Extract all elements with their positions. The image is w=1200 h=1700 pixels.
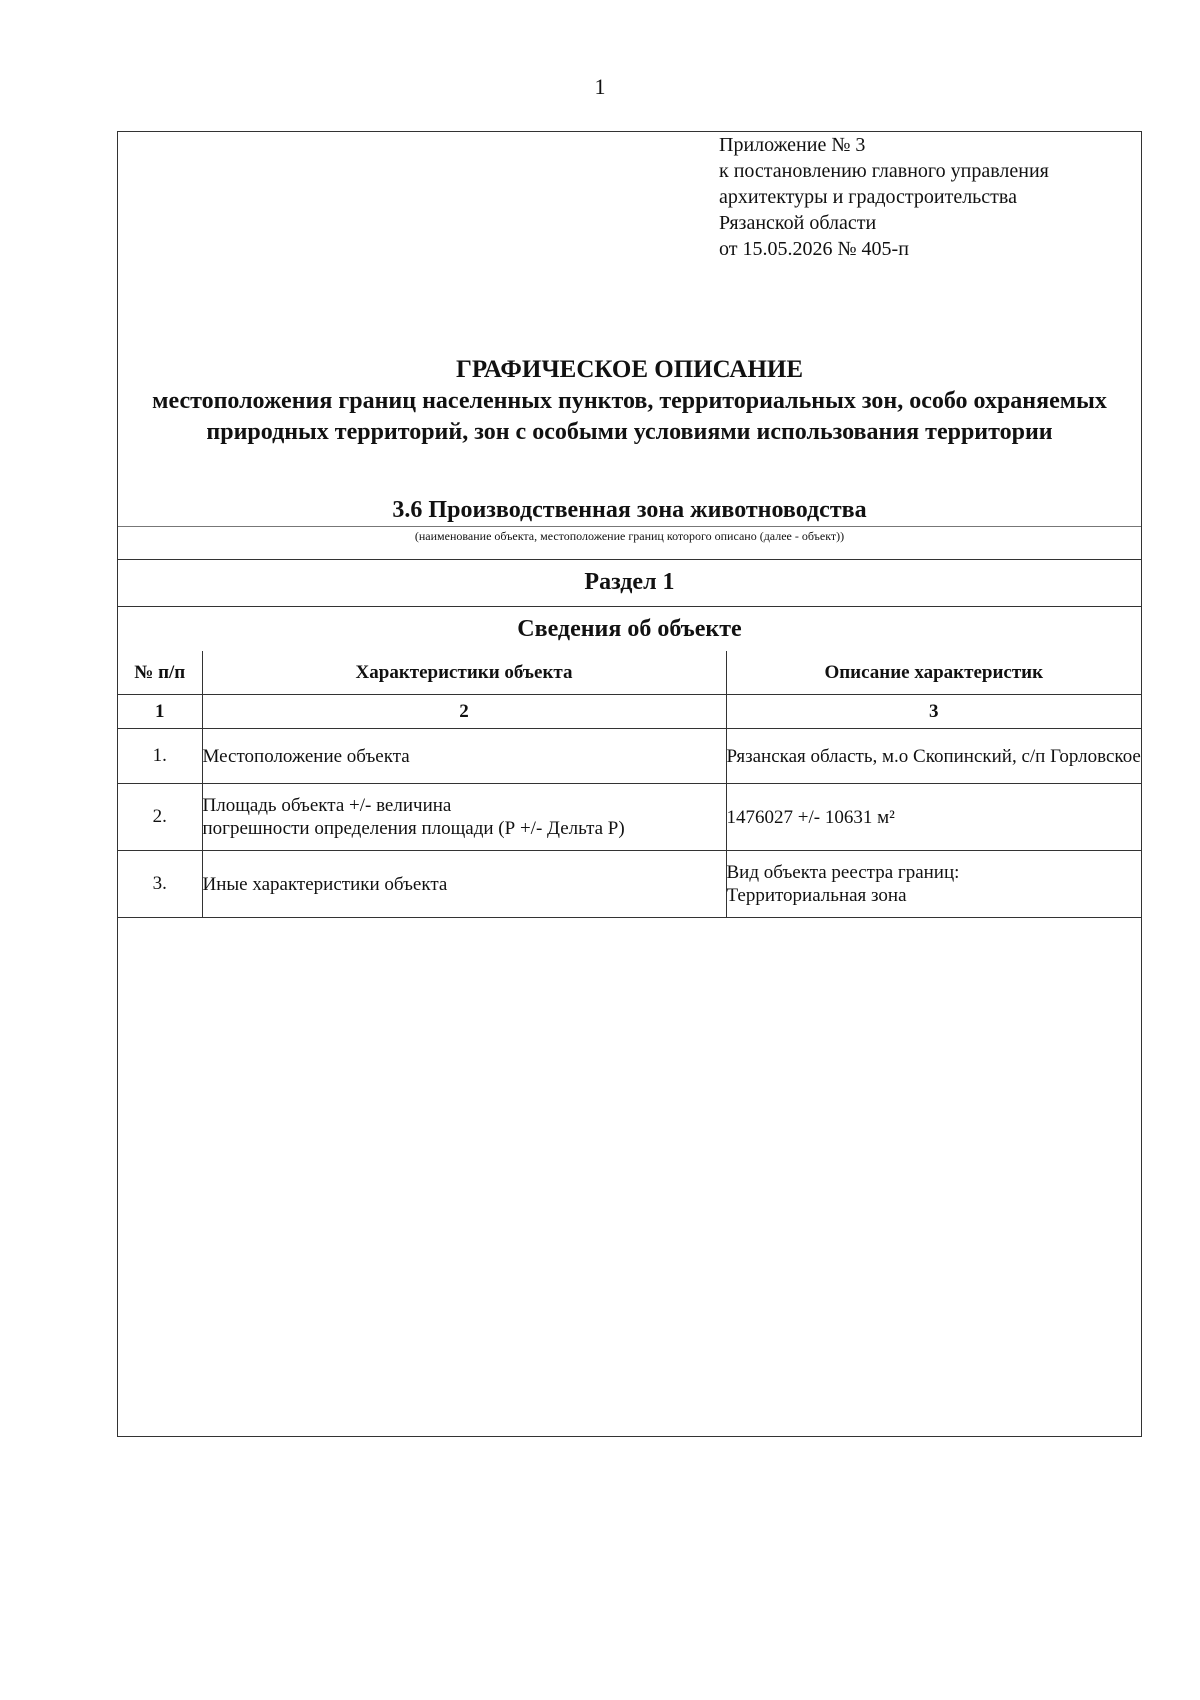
table-header-row xyxy=(118,651,1141,695)
document-subtitle: местоположения границ населенных пунктов, территориальных зон, особо охраняемых природных территорий, зон с особыми условиями использования территории xyxy=(152,388,1107,445)
row-number: 2. xyxy=(118,784,202,851)
row-characteristic-line: Площадь объекта +/- величина xyxy=(202,795,452,816)
appendix-line: Рязанской области xyxy=(719,212,877,234)
header-number: № п/п xyxy=(118,651,202,695)
appendix-line: к постановлению главного управления xyxy=(719,160,1049,182)
page-number: 1 xyxy=(594,74,606,99)
appendix-line: от 15.05.2026 № 405-п xyxy=(719,238,909,260)
row-number: 1. xyxy=(118,729,202,784)
object-name: 3.6 Производственная зона животноводства xyxy=(392,497,867,523)
section-title: Раздел 1 xyxy=(584,569,675,595)
header-characteristic: Характеристики объекта xyxy=(202,651,726,695)
row-description: 1476027 +/- 10631 м² xyxy=(726,784,1141,851)
appendix-line: архитектуры и градостроительства xyxy=(719,186,1017,208)
row-description-line: Вид объекта реестра границ: xyxy=(726,862,960,883)
object-name-underline xyxy=(118,526,1141,527)
row-description xyxy=(726,851,1141,918)
row-number: 3. xyxy=(118,851,202,918)
table-row xyxy=(118,851,1141,918)
document-title-block xyxy=(118,354,1141,448)
table-row xyxy=(118,784,1141,851)
row-characteristic: Иные характеристики объекта xyxy=(202,851,726,918)
row-characteristic: Местоположение объекта xyxy=(202,729,726,784)
row-characteristic xyxy=(202,784,726,851)
object-info-table xyxy=(118,651,1141,918)
appendix-line: Приложение № 3 xyxy=(719,134,866,156)
document-title: ГРАФИЧЕСКОЕ ОПИСАНИЕ xyxy=(455,356,804,383)
column-number-row xyxy=(118,695,1141,729)
section-subtitle: Сведения об объекте xyxy=(517,616,742,642)
document-frame xyxy=(117,131,1142,1437)
header-description: Описание характеристик xyxy=(726,651,1141,695)
row-characteristic-line: погрешности определения площади (Р +/- Дельта Р) xyxy=(202,818,625,839)
table-row xyxy=(118,729,1141,784)
column-number: 1 xyxy=(118,695,202,729)
object-caption: (наименование объекта, местоположение границ которого описано (далее - объект)) xyxy=(414,529,845,543)
appendix-block xyxy=(719,132,1049,262)
row-description-line: Территориальная зона xyxy=(726,885,907,906)
row-description: Рязанская область, м.о Скопинский, с/п Горловское xyxy=(726,729,1141,784)
column-number: 2 xyxy=(202,695,726,729)
column-number: 3 xyxy=(726,695,1141,729)
